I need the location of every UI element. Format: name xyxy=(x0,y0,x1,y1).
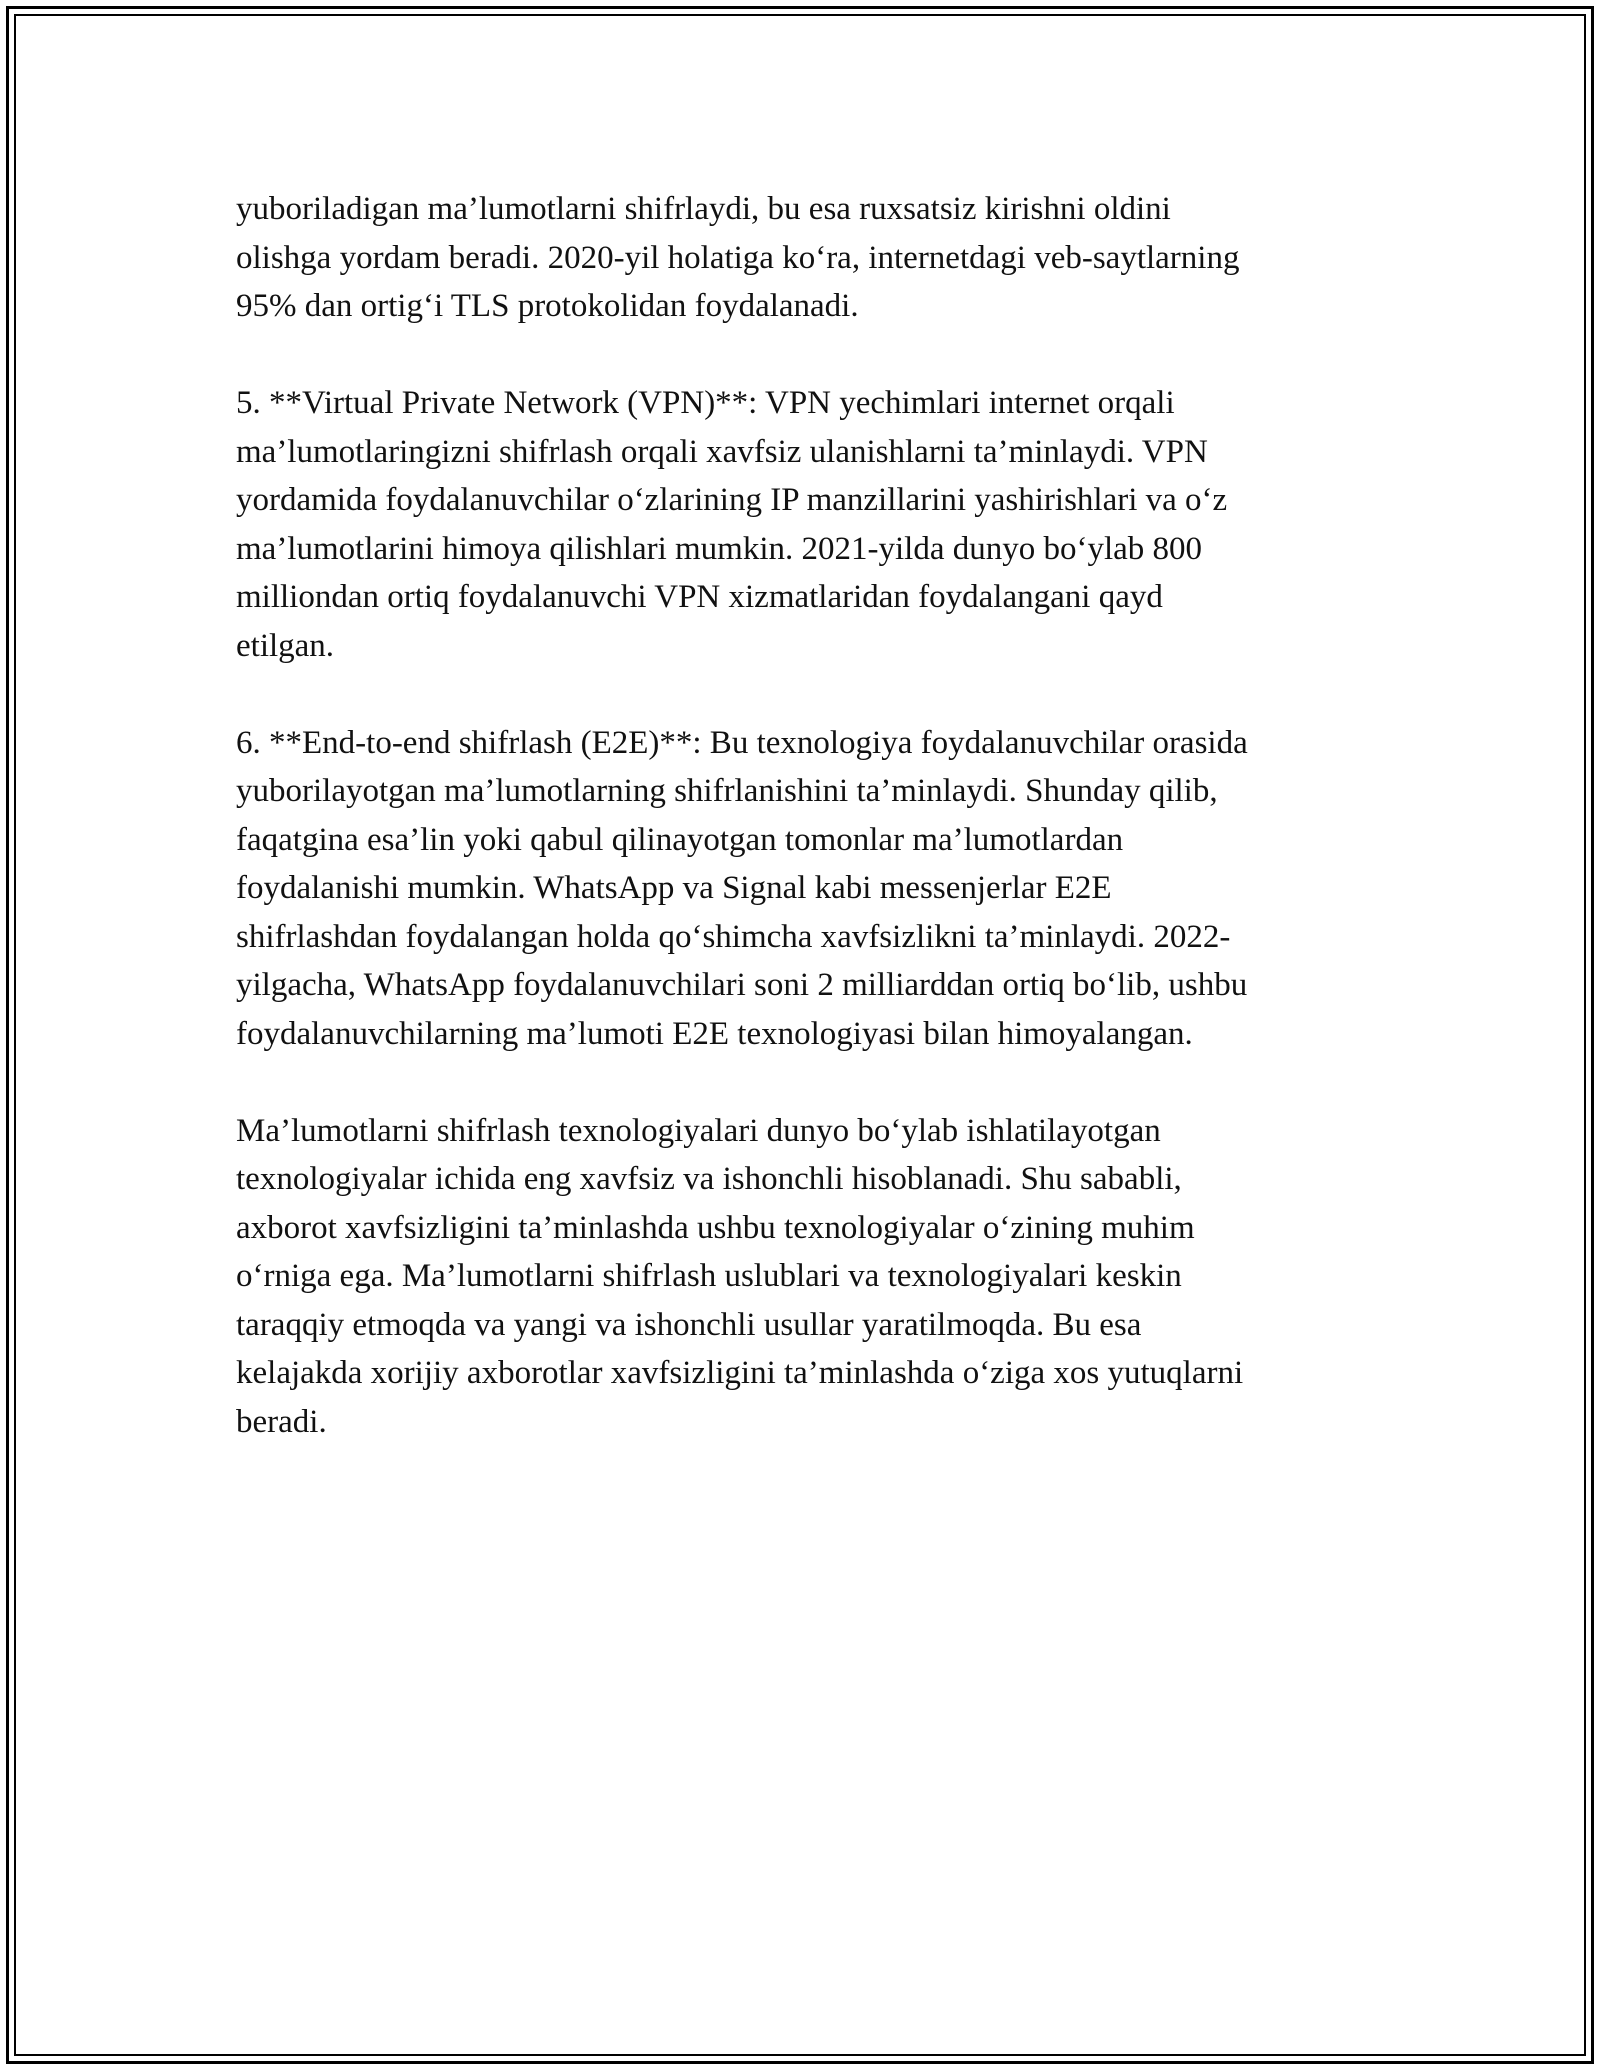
paragraph-tls-continuation: yuboriladigan ma’lumotlarni shifrlaydi, bu esa ruxsatsiz kirishni oldini olishga yordam beradi. 2020-yil holatiga ko‘ra, internetdagi veb-saytlarning 95% dan ortig‘i TLS protokolidan foydalanadi. xyxy=(236,191,1240,324)
paragraph-vpn: 5. **Virtual Private Network (VPN)**: VPN yechimlari internet orqali ma’lumotlaringizni shifrlash orqali xavfsiz ulanishlarni ta’minlaydi. VPN yordamida foydalanuvchilar o‘zlarining IP manzillarini yashirishlari va o‘z ma’lumotlarini himoya qilishlari mumkin. 2021-yilda dunyo bo‘ylab 800 milliondan ortiq foydalanuvchi VPN xizmatlaridan foydalangani qayd etilgan. xyxy=(236,385,1228,664)
paragraph-e2e: 6. **End-to-end shifrlash (E2E)**: Bu texnologiya foydalanuvchilar orasida yuborilayotgan ma’lumotlarning shifrlanishini ta’minlaydi. Shunday qilib, faqatgina esa’lin yoki qabul qilinayotgan tomonlar ma’lumotlardan foydalanishi mumkin. WhatsApp va Signal kabi messenjerlar E2E shifrlashdan foydalangan holda qo‘shimcha xavfsizlikni ta’minlaydi. 2022- yilgacha, WhatsApp foydalanuvchilari soni 2 milliarddan ortiq bo‘lib, ushbu foydalanuvchilarning ma’lumoti E2E texnologiyasi bilan himoyalangan. xyxy=(236,724,1248,1052)
document-body xyxy=(236,185,1366,1495)
paragraph-conclusion: Ma’lumotlarni shifrlash texnologiyalari dunyo bo‘ylab ishlatilayotgan texnologiyalar ichida eng xavfsiz va ishonchli hisoblanadi. Shu sababli, axborot xavfsizligini ta’minlashda ushbu texnologiyalar o‘zining muhim o‘rniga ega. Ma’lumotlarni shifrlash uslublari va texnologiyalari keskin taraqqiy etmoqda va yangi va ishonchli usullar yaratilmoqda. Bu esa kelajakda xorijiy axborotlar xavfsizligini ta’minlashda o‘ziga xos yutuqlarni beradi. xyxy=(236,1112,1244,1440)
